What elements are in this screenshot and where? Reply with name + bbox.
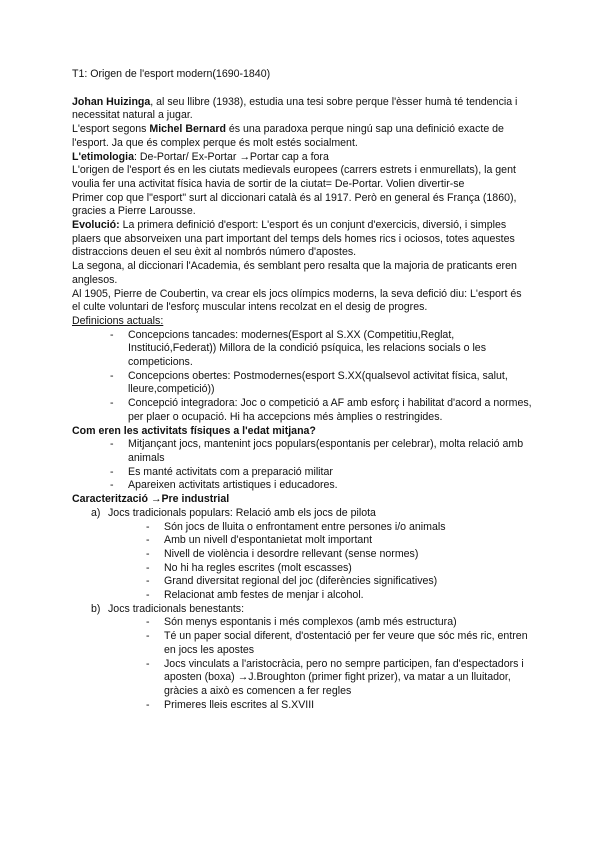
heading-caracteritzacio: Caracterització →Pre industrial (72, 493, 230, 506)
list-item: - Són jocs de lluita o enfrontament entre persones i/o animals (146, 521, 532, 535)
name-bernard: Michel Bernard (149, 123, 226, 136)
heading-definicions: Definicions actuals: (72, 314, 164, 327)
paragraph-diccionari: Primer cop que l"esport" surt al diccionari català és al 1917. Però en general és França (1860), gracies a Pierre Larousse. (72, 191, 517, 218)
list-jocs-populars (108, 521, 532, 603)
name-huizinga: Johan Huizinga (72, 95, 151, 108)
list-item: - Mitjançant jocs, mantenint jocs populars(espontanis per celebrar), molta relació amb animals (110, 438, 532, 465)
paragraph-origen: L'origen de l'esport és en les ciutats medievals europees (carrers estrets i enmurellats), la gent voulia fer una activitat física havia de sortir de la ciutat= De-Portar. Volien divertir-se (72, 164, 516, 190)
list-item: - Concepció integradora: Joc o competició a AF amb esforç i habilitat d'acord a normes, per plaer o ocupació. Hi ha accepcions més àmplies o restringides. (110, 397, 532, 424)
group-marker: a) (91, 506, 101, 519)
list-jocs-benestants (108, 616, 532, 712)
list-definicions (72, 329, 532, 425)
label-etimologia: L'etimologia (72, 150, 134, 163)
group-label: Jocs tradicionals populars: Relació amb els jocs de pilota (108, 506, 376, 519)
list-item: - Amb un nivell d'espontanietat molt important (146, 534, 532, 548)
paragraph-academia: La segona, al diccionari l'Academia, és semblant pero resalta que la majoria de praticants eren anglesos. (72, 260, 517, 286)
document-title: T1: Origen de l'esport modern(1690-1840) (72, 68, 271, 80)
list-caracteritzacio (72, 507, 532, 713)
paragraph-etimologia: L'etimologia: De-Portar/ Ex-Portar →Portar cap a fora (72, 150, 329, 163)
label-evolucio: Evolució: (72, 219, 120, 232)
list-item: - Es manté activitats com a preparació militar (110, 466, 532, 480)
list-item: - Jocs vinculats a l'aristocràcia, pero no sempre participen, fan d'espectadors i aposten (boxa) →J.Broughton (primer fight prizer), va matar a un lluitador, gràcies a això es comencen a fer regles (146, 658, 532, 699)
list-item: - Primeres lleis escrites al S.XVIII (146, 699, 532, 713)
list-edat-mitjana (72, 438, 532, 493)
document-page (72, 68, 532, 712)
list-item: - Té un paper social diferent, d'ostentació per fer veure que sóc més ric, entren en jocs les apostes (146, 630, 532, 657)
list-item: - Concepcions obertes: Postmodernes(esport S.XX(qualsevol activitat física, salut, lleure,competició)) (110, 370, 532, 397)
list-item: - Grand diversitat regional del joc (diferències significatives) (146, 575, 532, 589)
list-item: - Concepcions tancades: modernes(Esport al S.XX (Competitiu,Reglat, Institució,Federat)) Millora de la condició psíquica, les relacions socials o les competicions. (110, 329, 532, 370)
list-item: - Relacionat amb festes de menjar i alcohol. (146, 589, 532, 603)
group-label: Jocs tradicionals benestants: (108, 602, 245, 615)
group-jocs-benestants (91, 603, 532, 713)
list-item: - Són menys espontanis i més complexos (amb més estructura) (146, 616, 532, 630)
group-marker: b) (91, 602, 101, 615)
paragraph-coubertin: Al 1905, Pierre de Coubertin, va crear els jocs olímpics moderns, la seva defició diu: L'esport és el culte voluntari de l'esforç muscular intens recolzat en el desig de progres. (72, 287, 522, 314)
paragraph-bernard: L'esport segons Michel Bernard és una paradoxa perque ningú sap una definició exacte de l'esport. Ja que és complex perque és molt estés socialment. (72, 123, 504, 149)
list-item: - Apareixen activitats artistiques i educadores. (110, 479, 532, 493)
list-item: - Nivell de violència i desordre rellevant (sense normes) (146, 548, 532, 562)
group-jocs-populars (91, 507, 532, 603)
list-item: - No hi ha regles escrites (molt escasses) (146, 562, 532, 576)
paragraph-huizinga: Johan Huizinga, al seu llibre (1938), estudia una tesi sobre perque l'èsser humà té tendencia i necessitat natural a jugar. (72, 95, 518, 122)
heading-edat-mitjana: Com eren les activitats físiques a l'edat mitjana? (72, 424, 316, 437)
paragraph-evolucio: Evolució: La primera definició d'esport: L'esport és un conjunt d'exercicis, diversió, i simples plaers que absorveixen una part important del temps dels homes rics i ociosos, totes aquestes distraccions deuen el seu èxit al nombrós número d'apostes. (72, 219, 515, 259)
